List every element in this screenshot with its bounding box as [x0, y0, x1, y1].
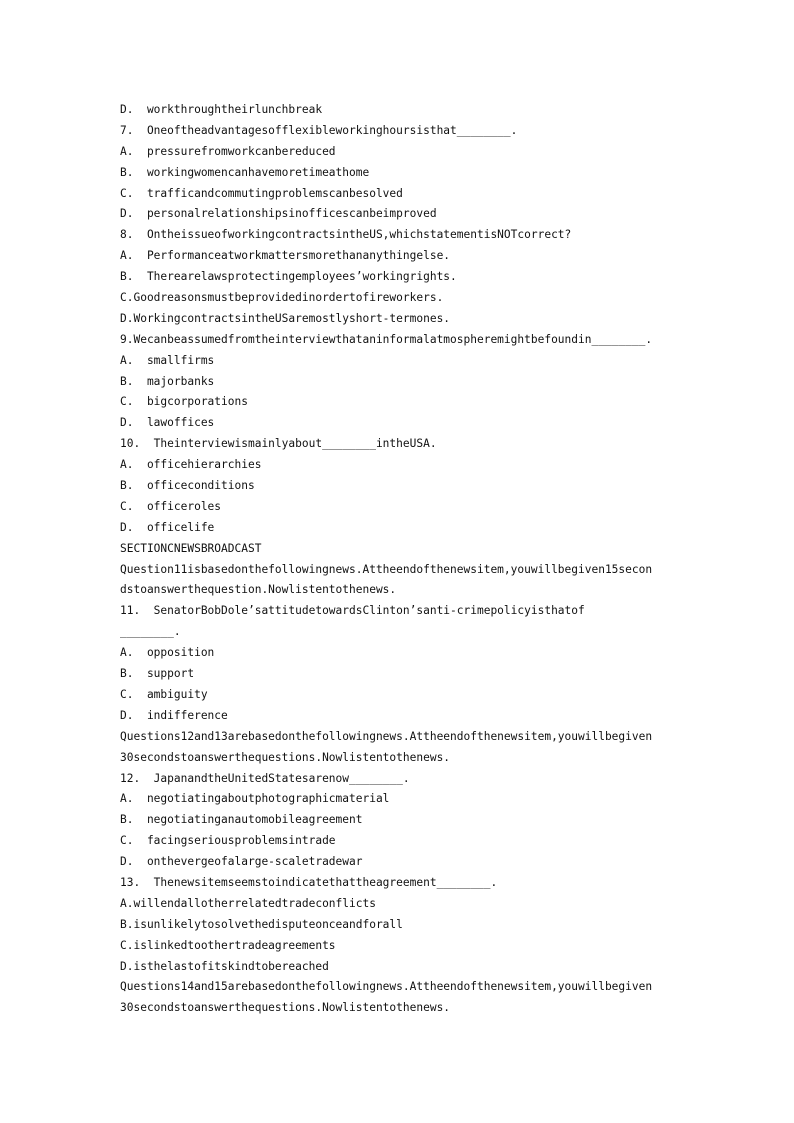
question-13: 13. Thenewsitemseemstoindicatethattheagreement________. [120, 875, 498, 889]
option-line: A. negotiatingaboutphotographicmaterial [120, 792, 390, 806]
instruction-line: Questions14and15arebasedonthefollowingnews.Attheendofthenewsitem,youwillbegiven [120, 980, 653, 994]
option-line: A.willendallotherrelatedtradeconflicts [120, 896, 376, 910]
instruction-line: Question11isbasedonthefollowingnews.Attheendofthenewsitem,youwillbegiven15secon [120, 562, 653, 576]
option-line: C. officeroles [120, 499, 222, 513]
instruction-line: Questions12and13arebasedonthefollowingnews.Attheendofthenewsitem,youwillbegiven [120, 729, 653, 743]
option-line: C.islinkedtoothertradeagreements [120, 938, 336, 952]
option-line: B. support [120, 667, 195, 681]
option-line: D. personalrelationshipsinofficescanbeimproved [120, 207, 437, 221]
option-line: B.isunlikelytosolvethedisputeonceandforall [120, 917, 403, 931]
text-line: D. workthroughtheirlunchbreak [120, 103, 323, 116]
option-line: A. opposition [120, 646, 215, 660]
option-line: D. onthevergeofalarge-scaletradewar [120, 855, 363, 869]
question-9: 9.Wecanbeassumedfromtheinterviewthataninformalatmospheremightbefoundin________. [120, 332, 653, 346]
question-8: 8. OntheissueofworkingcontractsintheUS,whichstatementisNOTcorrect? [120, 228, 572, 242]
document-page [120, 100, 700, 1019]
instruction-line: dstoanswerthequestion.Nowlistentothenews. [120, 583, 397, 597]
instruction-line: 30secondstoanswerthequestions.Nowlistentothenews. [120, 1001, 451, 1015]
question-11: 11. SenatorBobDole’sattitudetowardsClinton’santi-crimepolicyisthatof [120, 604, 585, 618]
option-line: C. trafficandcommutingproblemscanbesolved [120, 186, 403, 200]
option-line: B. officeconditions [120, 479, 255, 493]
instruction-line: 30secondstoanswerthequestions.Nowlistentothenews. [120, 750, 451, 764]
option-line: D.isthelastofitskindtobereached [120, 959, 329, 973]
option-line: C. ambiguity [120, 687, 208, 701]
option-line: A. officehierarchies [120, 458, 262, 472]
option-line: D. indifference [120, 708, 228, 722]
option-line: D.WorkingcontractsintheUSaremostlyshort-termones. [120, 311, 451, 325]
option-line: C. bigcorporations [120, 395, 248, 409]
section-heading: SECTIONCNEWSBROADCAST [120, 541, 262, 555]
option-line: A. pressurefromworkcanbereduced [120, 144, 336, 158]
option-line: B. negotiatinganautomobileagreement [120, 813, 363, 827]
option-line: B. workingwomencanhavemoretimeathome [120, 165, 370, 179]
question-7: 7. Oneoftheadvantagesofflexibleworkinghoursisthat________. [120, 123, 518, 137]
option-line: B. Therearelawsprotectingemployees’workingrights. [120, 270, 457, 284]
answer-blank: ________. [120, 625, 181, 639]
option-line: D. lawoffices [120, 416, 215, 430]
question-12: 12. JapanandtheUnitedStatesarenow________. [120, 771, 410, 785]
option-line: A. Performanceatworkmattersmorethananythingelse. [120, 249, 451, 263]
option-line: A. smallfirms [120, 353, 215, 367]
option-line: D. officelife [120, 520, 215, 534]
option-line: B. majorbanks [120, 374, 215, 388]
option-line: C.Goodreasonsmustbeprovidedinordertofireworkers. [120, 291, 444, 305]
question-10: 10. Theinterviewismainlyabout________intheUSA. [120, 437, 437, 451]
option-line: C. facingseriousproblemsintrade [120, 834, 336, 848]
